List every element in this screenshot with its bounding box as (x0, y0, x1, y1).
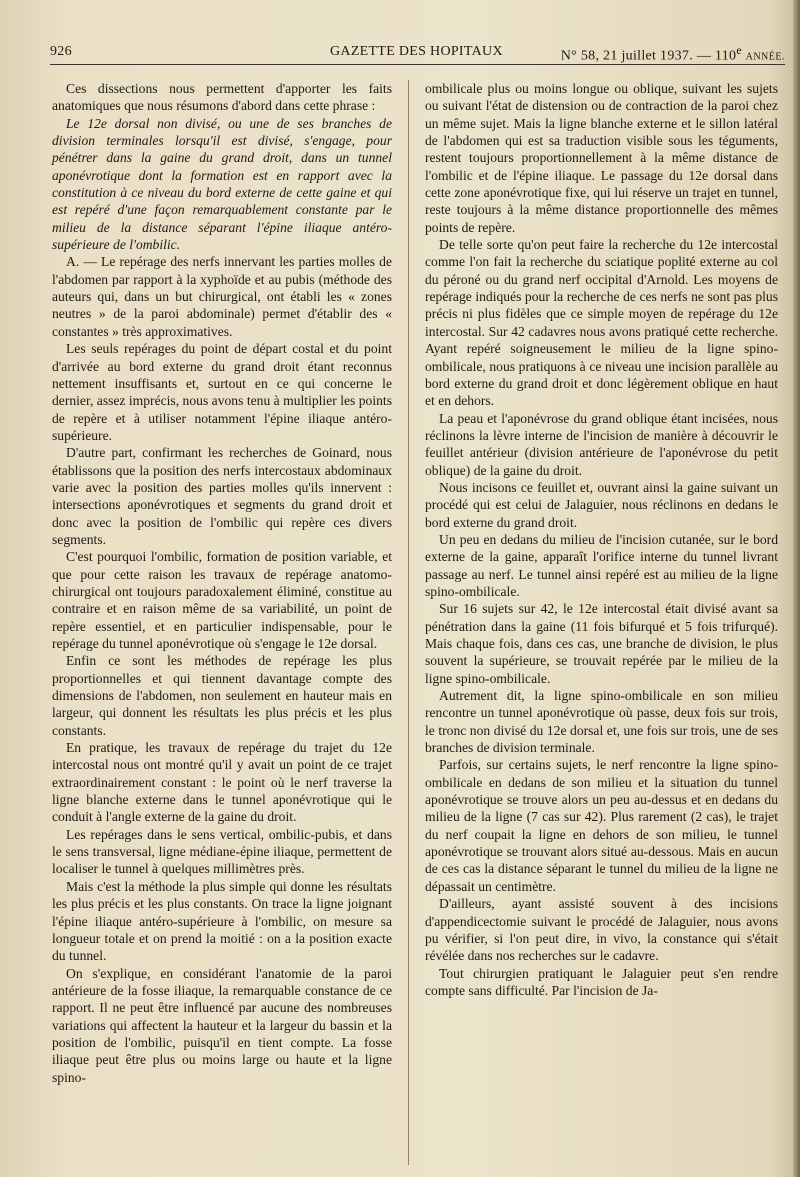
paragraph: En pratique, les travaux de repérage du trajet du 12e intercostal nous ont montré qu'il y avait un point de ce trajet extraordinairement constant : le point où le nerf traverse la ligne blanche externe dans le tunnel aponévrotique qui le conduit à l'angle externe de la gaine du droit. (52, 740, 392, 825)
page-number: 926 (50, 44, 72, 59)
running-header (50, 38, 785, 65)
issue-text: N° 58, 21 juillet 1937. — 110 (560, 48, 737, 64)
paragraph: Un peu en dedans du milieu de l'incision cutanée, sur le bord externe de la gaine, apparaît l'orifice interne du tunnel livrant passage au nerf. Le tunnel ainsi repéré est au milieu de la ligne spino-ombilicale. (425, 531, 778, 599)
paragraph: D'autre part, confirmant les recherches de Goinard, nous établissons que la position des nerfs intercostaux abdominaux varie avec la position des parties molles qu'ils innervent : intersections aponévrotiques et segments du grand droit et donc avec la position de l'ombilic qui repère ces divers segments. (52, 445, 392, 547)
paragraph: D'ailleurs, ayant assisté souvent à des incisions d'appendicectomie suivant le procédé de Jalaguier, nous avons pu vérifier, si l'on peut dire, in vivo, la constance qui s'était révélée dans nos recherches sur le cadavre. (425, 896, 778, 964)
paragraph: On s'explique, en considérant l'anatomie de la paroi antérieure de la fosse iliaque, la remarquable constance de ce rapport. Il ne peut être influencé par aucune des nombreuses variations qui affectent la hauteur et la largeur du bassin et la position de l'ombilic, puisqu'il en tient compte. La fosse iliaque peut être plus ou moins large ou haute et la ligne spino- (52, 965, 392, 1085)
paragraph: Autrement dit, la ligne spino-ombilicale en son milieu rencontre un tunnel aponévrotique où passe, deux fois sur trois, le tronc non divisé du 12e dorsal et, une fois sur trois, une de ses branches de division terminale. (425, 688, 778, 756)
right-column (425, 80, 778, 999)
paragraph: Sur 16 sujets sur 42, le 12e intercostal était divisé avant sa pénétration dans la gaine (11 fois bifurqué et 5 fois trifurqué). Mais chaque fois, dans ces cas, une branche de division, le plus souvent la supérieure, se trouvait repérée par le milieu de la ligne spino-ombilicale. (425, 601, 778, 686)
paragraph: C'est pourquoi l'ombilic, formation de position variable, et que pour cette raison les travaux de repérage anatomo-chirurgical ont toujours paradoxalement éliminé, constitue au contraire et en raison même de sa variabilité, un point de repère essentiel, et en particulier indispensable, pour le repérage du tunnel aponévrotique où s'engage le 12e dorsal. (52, 549, 392, 651)
paragraph: Parfois, sur certains sujets, le nerf rencontre la ligne spino-ombilicale en dedans de son milieu et la situation du tunnel aponévrotique se trouve alors un peu au-dessus et en dedans du milieu de la ligne (7 cas sur 42). Plus rarement (2 cas), le trajet du nerf coupait la ligne en dehors de son milieu, le tunnel aponévrotique se trouvant alors situé au-dessous. Mais en aucun de ces cas la distance séparant le tunnel du milieu de la ligne ne dépassait un centimètre. (425, 757, 778, 894)
column-divider (408, 80, 409, 1165)
paragraph: Enfin ce sont les méthodes de repérage les plus proportionnelles et qui tiennent davantage compte des dimensions de l'abdomen, non seulement en hauteur mais en largeur, qui donnent les résultats les plus précis et les plus constants. (52, 653, 392, 738)
paragraph-continued: ombilicale plus ou moins longue ou oblique, suivant les sujets ou suivant l'état de distension ou de contraction de la paroi chez un même sujet. Mais la ligne blanche externe et le sillon latéral de l'abdomen qui est sa traduction visible sous les téguments, restent toujours proportionnellement à la même distance de l'ombilic et de l'épine iliaque. Le passage du 12e dorsal dans cette zone aponévrotique fixe, qui lui réserve un trajet en tunnel, reste toujours à la même distance proportionnelle des mêmes points de repère. (425, 81, 778, 235)
left-column (52, 80, 392, 1086)
page-edge-shadow (793, 0, 800, 1177)
journal-title: GAZETTE DES HOPITAUX (330, 44, 503, 59)
paragraph: Les seuls repérages du point de départ costal et du point d'arrivée au bord externe du grand droit étant reconnus nettement insuffisants et, surtout en ce qui concerne le dernier, assez imprécis, nous avons tenu à multiplier les points de repère et à utiliser notamment l'épine iliaque antéro-supérieure. (52, 341, 392, 443)
paragraph: Tout chirurgien pratiquant le Jalaguier peut s'en rendre compte sans difficulté. Par l'incision de Ja- (425, 965, 778, 998)
paragraph: Les repérages dans le sens vertical, ombilic-pubis, et dans le sens transversal, ligne médiane-épine iliaque, permettent de localiser le tunnel à quelques millimètres près. (52, 826, 392, 877)
annee-label: ANNÉE. (745, 51, 785, 63)
paragraph-italic-summary: Le 12e dorsal non divisé, ou une de ses branches de division terminales lorsqu'il est divisé, s'engage, pour pénétrer dans la gaine du grand droit, dans un tunnel aponévrotique dont la formation est en rapport avec la constitution à ce niveau du bord externe de cette gaine et qui est repéré d'une façon remarquablement constante par le milieu de la distance séparant l'épine iliaque antéro-supérieure de l'ombilic. (52, 115, 392, 253)
issue-info (561, 44, 785, 65)
paragraph: Ces dissections nous permettent d'apporter les faits anatomiques que nous résumons d'abord dans cette phrase : (52, 81, 392, 114)
issue-superscript: e (736, 44, 742, 57)
paragraph: A. — Le repérage des nerfs innervant les parties molles de l'abdomen par rapport à la xyphoïde et au pubis (méthode des auteurs qui, dans un but chirurgical, ont établi les « zones neutres » de la paroi abdominale) permet d'établir des « constantes » très approximatives. (52, 254, 392, 339)
paragraph: Nous incisons ce feuillet et, ouvrant ainsi la gaine suivant un procédé qui est celui de Jalaguier, nous réclinons en dedans le bord externe du grand droit. (425, 479, 778, 530)
paragraph: De telle sorte qu'on peut faire la recherche du 12e intercostal comme l'on fait la recherche du sciatique poplité externe au col du péroné ou du grand nerf occipital d'Arnold. Les moyens de repérage indiqués pour la recherche de ces nerfs ne sont pas plus précis ni plus fidèles que ce simple moyen de repérage du 12e intercostal. Sur 42 cadavres nous avons pratiqué cette recherche. Ayant repéré soigneusement le milieu de la ligne spino-ombilicale, nous pratiquons à ce niveau une incision parallèle au bord externe du grand droit et donc légèrement oblique en haut et en dehors. (425, 237, 778, 409)
paragraph: Mais c'est la méthode la plus simple qui donne les résultats les plus précis et les plus constants. On trace la ligne joignant l'épine iliaque antéro-supérieure à l'ombilic, on mesure sa longueur totale et on prend la moitié : on a la position exacte du tunnel. (52, 878, 392, 964)
paragraph: La peau et l'aponévrose du grand oblique étant incisées, nous réclinons la lèvre interne de l'incision de manière à découvrir le feuillet antérieur (division antérieure de l'aponévrose du petit oblique) de la gaine du droit. (425, 410, 778, 478)
